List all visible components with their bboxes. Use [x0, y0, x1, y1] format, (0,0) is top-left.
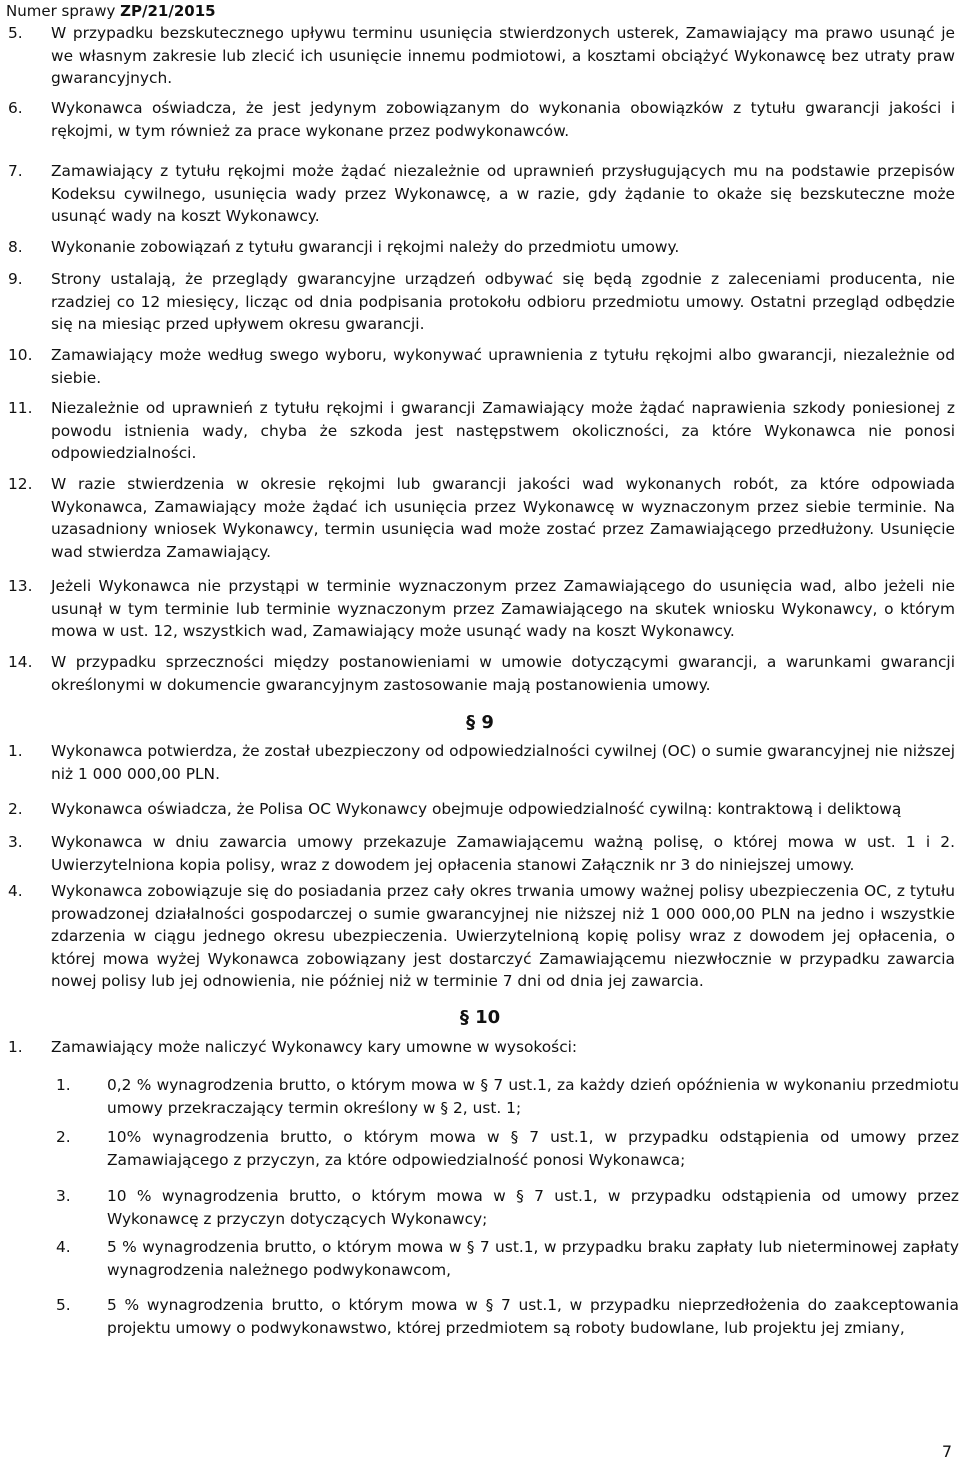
section-heading: § 9 — [466, 712, 494, 733]
item-number: 7. — [8, 162, 23, 180]
item-number: 9. — [8, 270, 23, 288]
item-number: 13. — [8, 577, 33, 595]
page-number: 7 — [941, 1442, 952, 1461]
item-text: Wykonawca w dniu zawarcia umowy przekazuje Zamawiającemu ważną polisę, o której mowa w ust. 1 i 2. Uwierzytelniona kopia polisy, wraz z dowodem jej opłacenia stanowi Załącznik nr 3 do niniejszej umowy. — [51, 833, 955, 874]
item-number: 1. — [8, 742, 23, 760]
item-text: 0,2 % wynagrodzenia brutto, o którym mowa w § 7 ust.1, za każdy dzień opóźnienia w wykonaniu przedmiotu umowy przekraczający termin określony w § 2, ust. 1; — [107, 1076, 959, 1117]
section-heading: § 10 — [459, 1007, 501, 1028]
item-number: 1. — [8, 1038, 23, 1056]
item-text: W przypadku sprzeczności między postanowieniami w umowie dotyczącymi gwarancji, a warunkami gwarancji określonymi w dokumencie gwarancyjnym zastosowanie mają postanowienia umowy. — [51, 653, 955, 694]
item-number: 2. — [8, 800, 23, 818]
item-text: W razie stwierdzenia w okresie rękojmi lub gwarancji jakości wad wykonanych robót, za które odpowiada Wykonawca, Zamawiający może żądać ich usunięcia przez Wykonawcę w wyznaczonym przez siebie terminie. Na uzasadniony wniosek Wykonawcy, termin usunięcia wad może zostać przez Zamawiającego przedłużony. Usunięcie wad stwierdza Zamawiający. — [51, 475, 955, 561]
item-text: Wykonawca zobowiązuje się do posiadania przez cały okres trwania umowy ważnej polisy ubezpieczenia OC, z tytułu prowadzonej działalności gospodarczej o sumie gwarancyjnej nie niższej niż 1 000 000,00 PLN na jedno i wszystkie zdarzenia w ciągu jednego okresu ubezpieczenia. Uwierzytelnioną kopię polisy wraz z dowodem jej opłacenia, o której mowa wyżej Wykonawca zobowiązany jest dostarczyć Zamawiającemu niezwłocznie w przypadku zawarcia nowej polisy lub jej odnowienia, nie później niż w terminie 7 dni od dnia jej zawarcia. — [51, 882, 955, 990]
item-text: Wykonanie zobowiązań z tytułu gwarancji i rękojmi należy do przedmiotu umowy. — [51, 238, 680, 256]
item-text: Zamawiający może naliczyć Wykonawcy kary umowne w wysokości: — [51, 1038, 578, 1056]
item-text: 10 % wynagrodzenia brutto, o którym mowa w § 7 ust.1, w przypadku odstąpienia od umowy przez Wykonawcę z przyczyn dotyczących Wykonawcy; — [107, 1187, 959, 1228]
item-text: W przypadku bezskutecznego upływu terminu usunięcia stwierdzonych usterek, Zamawiający ma prawo usunąć je we własnym zakresie lub zlecić ich usunięcie innemu podmiotowi, a kosztami obciążyć Wykonawcę bez utraty praw gwarancyjnych. — [51, 24, 955, 87]
item-text: Wykonawca oświadcza, że Polisa OC Wykonawcy obejmuje odpowiedzialność cywilną: kontraktową i deliktową — [51, 800, 902, 818]
item-text: 10% wynagrodzenia brutto, o którym mowa w § 7 ust.1, w przypadku odstąpienia od umowy przez Zamawiającego z przyczyn, za które odpowiedzialność ponosi Wykonawca; — [107, 1128, 959, 1169]
item-number: 3. — [8, 833, 23, 851]
item-text: 5 % wynagrodzenia brutto, o którym mowa w § 7 ust.1, w przypadku nieprzedłożenia do zaakceptowania projektu umowy o podwykonawstwo, której przedmiotem są roboty budowlane, lub projektu jej zmiany, — [107, 1296, 959, 1337]
item-number: 5. — [56, 1296, 71, 1314]
item-number: 2. — [56, 1128, 71, 1146]
item-text: Strony ustalają, że przeglądy gwarancyjne urządzeń odbywać się będą zgodnie z zaleceniami producenta, nie rzadziej co 12 miesięcy, licząc od dnia podpisania protokołu odbioru przedmiotu umowy. Ostatni przegląd odbędzie się na miesiąc przed upływem okresu gwarancji. — [51, 270, 955, 333]
item-number: 4. — [8, 882, 23, 900]
item-text: Jeżeli Wykonawca nie przystąpi w terminie wyznaczonym przez Zamawiającego do usunięcia wad, albo jeżeli nie usunął w tym terminie lub terminie wyznaczonym przez Zamawiającego na skutek wniosku Wykonawcy, o którym mowa w ust. 12, wszystkich wad, Zamawiający może usunąć wady na koszt Wykonawcy. — [51, 577, 955, 640]
item-number: 12. — [8, 475, 33, 493]
item-number: 5. — [8, 24, 23, 42]
item-text: Zamawiający może według swego wyboru, wykonywać uprawnienia z tytułu rękojmi albo gwarancji, niezależnie od siebie. — [51, 346, 955, 387]
item-text: Zamawiający z tytułu rękojmi może żądać niezależnie od uprawnień przysługujących mu na podstawie przepisów Kodeksu cywilnego, usunięcia wady przez Wykonawcę, a w razie, gdy żądanie to okaże się bezskuteczne może usunąć wady na koszt Wykonawcy. — [51, 162, 955, 225]
item-number: 14. — [8, 653, 33, 671]
item-number: 11. — [8, 399, 33, 417]
item-number: 3. — [56, 1187, 71, 1205]
case-number-header — [6, 0, 216, 22]
item-number: 8. — [8, 238, 23, 256]
item-text: 5 % wynagrodzenia brutto, o którym mowa w § 7 ust.1, w przypadku braku zapłaty lub nieterminowej zapłaty wynagrodzenia należnego podwykonawcom, — [107, 1238, 959, 1279]
case-number-value: ZP/21/2015 — [120, 2, 216, 20]
case-number-label: Numer sprawy — [6, 2, 116, 20]
item-number: 6. — [8, 99, 23, 117]
item-number: 10. — [8, 346, 33, 364]
item-number: 4. — [56, 1238, 71, 1256]
item-text: Wykonawca potwierdza, że został ubezpieczony od odpowiedzialności cywilnej (OC) o sumie gwarancyjnej nie niższej niż 1 000 000,00 PLN. — [51, 742, 955, 783]
item-number: 1. — [56, 1076, 71, 1094]
item-text: Wykonawca oświadcza, że jest jedynym zobowiązanym do wykonania obowiązków z tytułu gwarancji jakości i rękojmi, w tym również za prace wykonane przez podwykonawców. — [51, 99, 955, 140]
item-text: Niezależnie od uprawnień z tytułu rękojmi i gwarancji Zamawiający może żądać naprawienia szkody poniesionej z powodu istnienia wady, chyba że szkoda jest następstwem okoliczności, za które Wykonawca nie ponosi odpowiedzialności. — [51, 399, 955, 462]
